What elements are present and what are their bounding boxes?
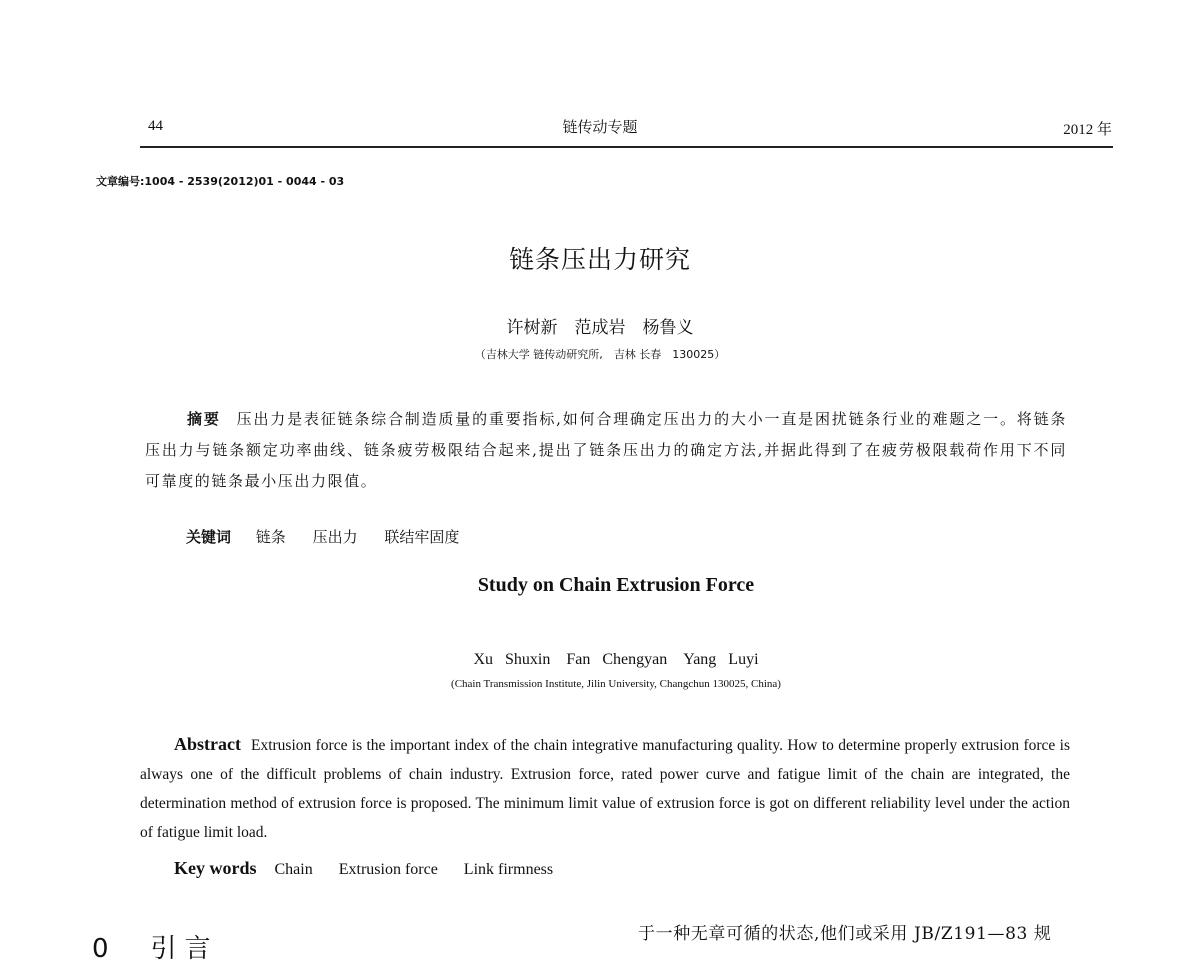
header-rule: [140, 146, 1113, 148]
keywords-label-cn: 关键词: [186, 528, 232, 546]
keyword-en: Link firmness: [463, 861, 554, 878]
page-number: 44: [148, 118, 163, 134]
affiliation-en: (Chain Transmission Institute, Jilin University, Changchun 130025, China): [451, 678, 781, 690]
keyword-cn: 联结牢固度: [384, 528, 460, 546]
affiliation-cn: （吉林大学 链传动研究所, 吉林 长春 130025）: [474, 348, 726, 361]
body-text-column-right: 于一种无章可循的状态,他们或采用 JB/Z191—83 规: [638, 924, 1052, 944]
abstract-en: [140, 730, 1070, 847]
abstract-text-cn: 压出力是表征链条综合制造质量的重要指标,如何合理确定压出力的大小一直是困扰链条行业的难题之一。将链条压出力与链条额定功率曲线、链条疲劳极限结合起来,提出了链条压出力的确定方法,并据此得到了在疲劳极限载荷作用下不同可靠度的链条最小压出力限值。: [145, 410, 1067, 490]
authors-cn: 许树新 范成岩 杨鲁义: [506, 318, 694, 338]
authors-en: Xu Shuxin Fan Chengyan Yang Luyi: [473, 651, 759, 668]
paper-title-en: Study on Chain Extrusion Force: [477, 574, 755, 596]
paper-title-cn: 链条压出力研究: [508, 245, 691, 274]
article-number: 文章编号:1004 - 2539(2012)01 - 0044 - 03: [96, 175, 345, 188]
keyword-en: Extrusion force: [338, 861, 438, 878]
keyword-cn: 压出力: [312, 528, 358, 546]
header-year: 2012 年: [1063, 122, 1112, 138]
journal-running-title: 链传动专题: [562, 118, 638, 136]
keywords-label-en: Key words: [174, 858, 257, 878]
section-heading-introduction: 0 引言: [92, 934, 219, 964]
keywords-en: [174, 858, 575, 879]
abstract-text-en: Extrusion force is the important index of the chain integrative manufacturing quality. How to determine properly extrusion force is always one of the difficult problems of chain industry. Extrusion force, rated power curve and fatigue limit of the chain are integrated, the determination method of extrusion force is proposed. The minimum limit value of extrusion force is got on different reliability level under the action of fatigue limit load.: [140, 737, 1070, 841]
keyword-cn: 链条: [255, 528, 286, 546]
keywords-cn: [186, 526, 481, 547]
keyword-en: Chain: [274, 861, 313, 878]
abstract-cn: [145, 404, 1067, 497]
abstract-label-cn: 摘要: [187, 410, 221, 428]
abstract-label-en: Abstract: [174, 734, 241, 754]
